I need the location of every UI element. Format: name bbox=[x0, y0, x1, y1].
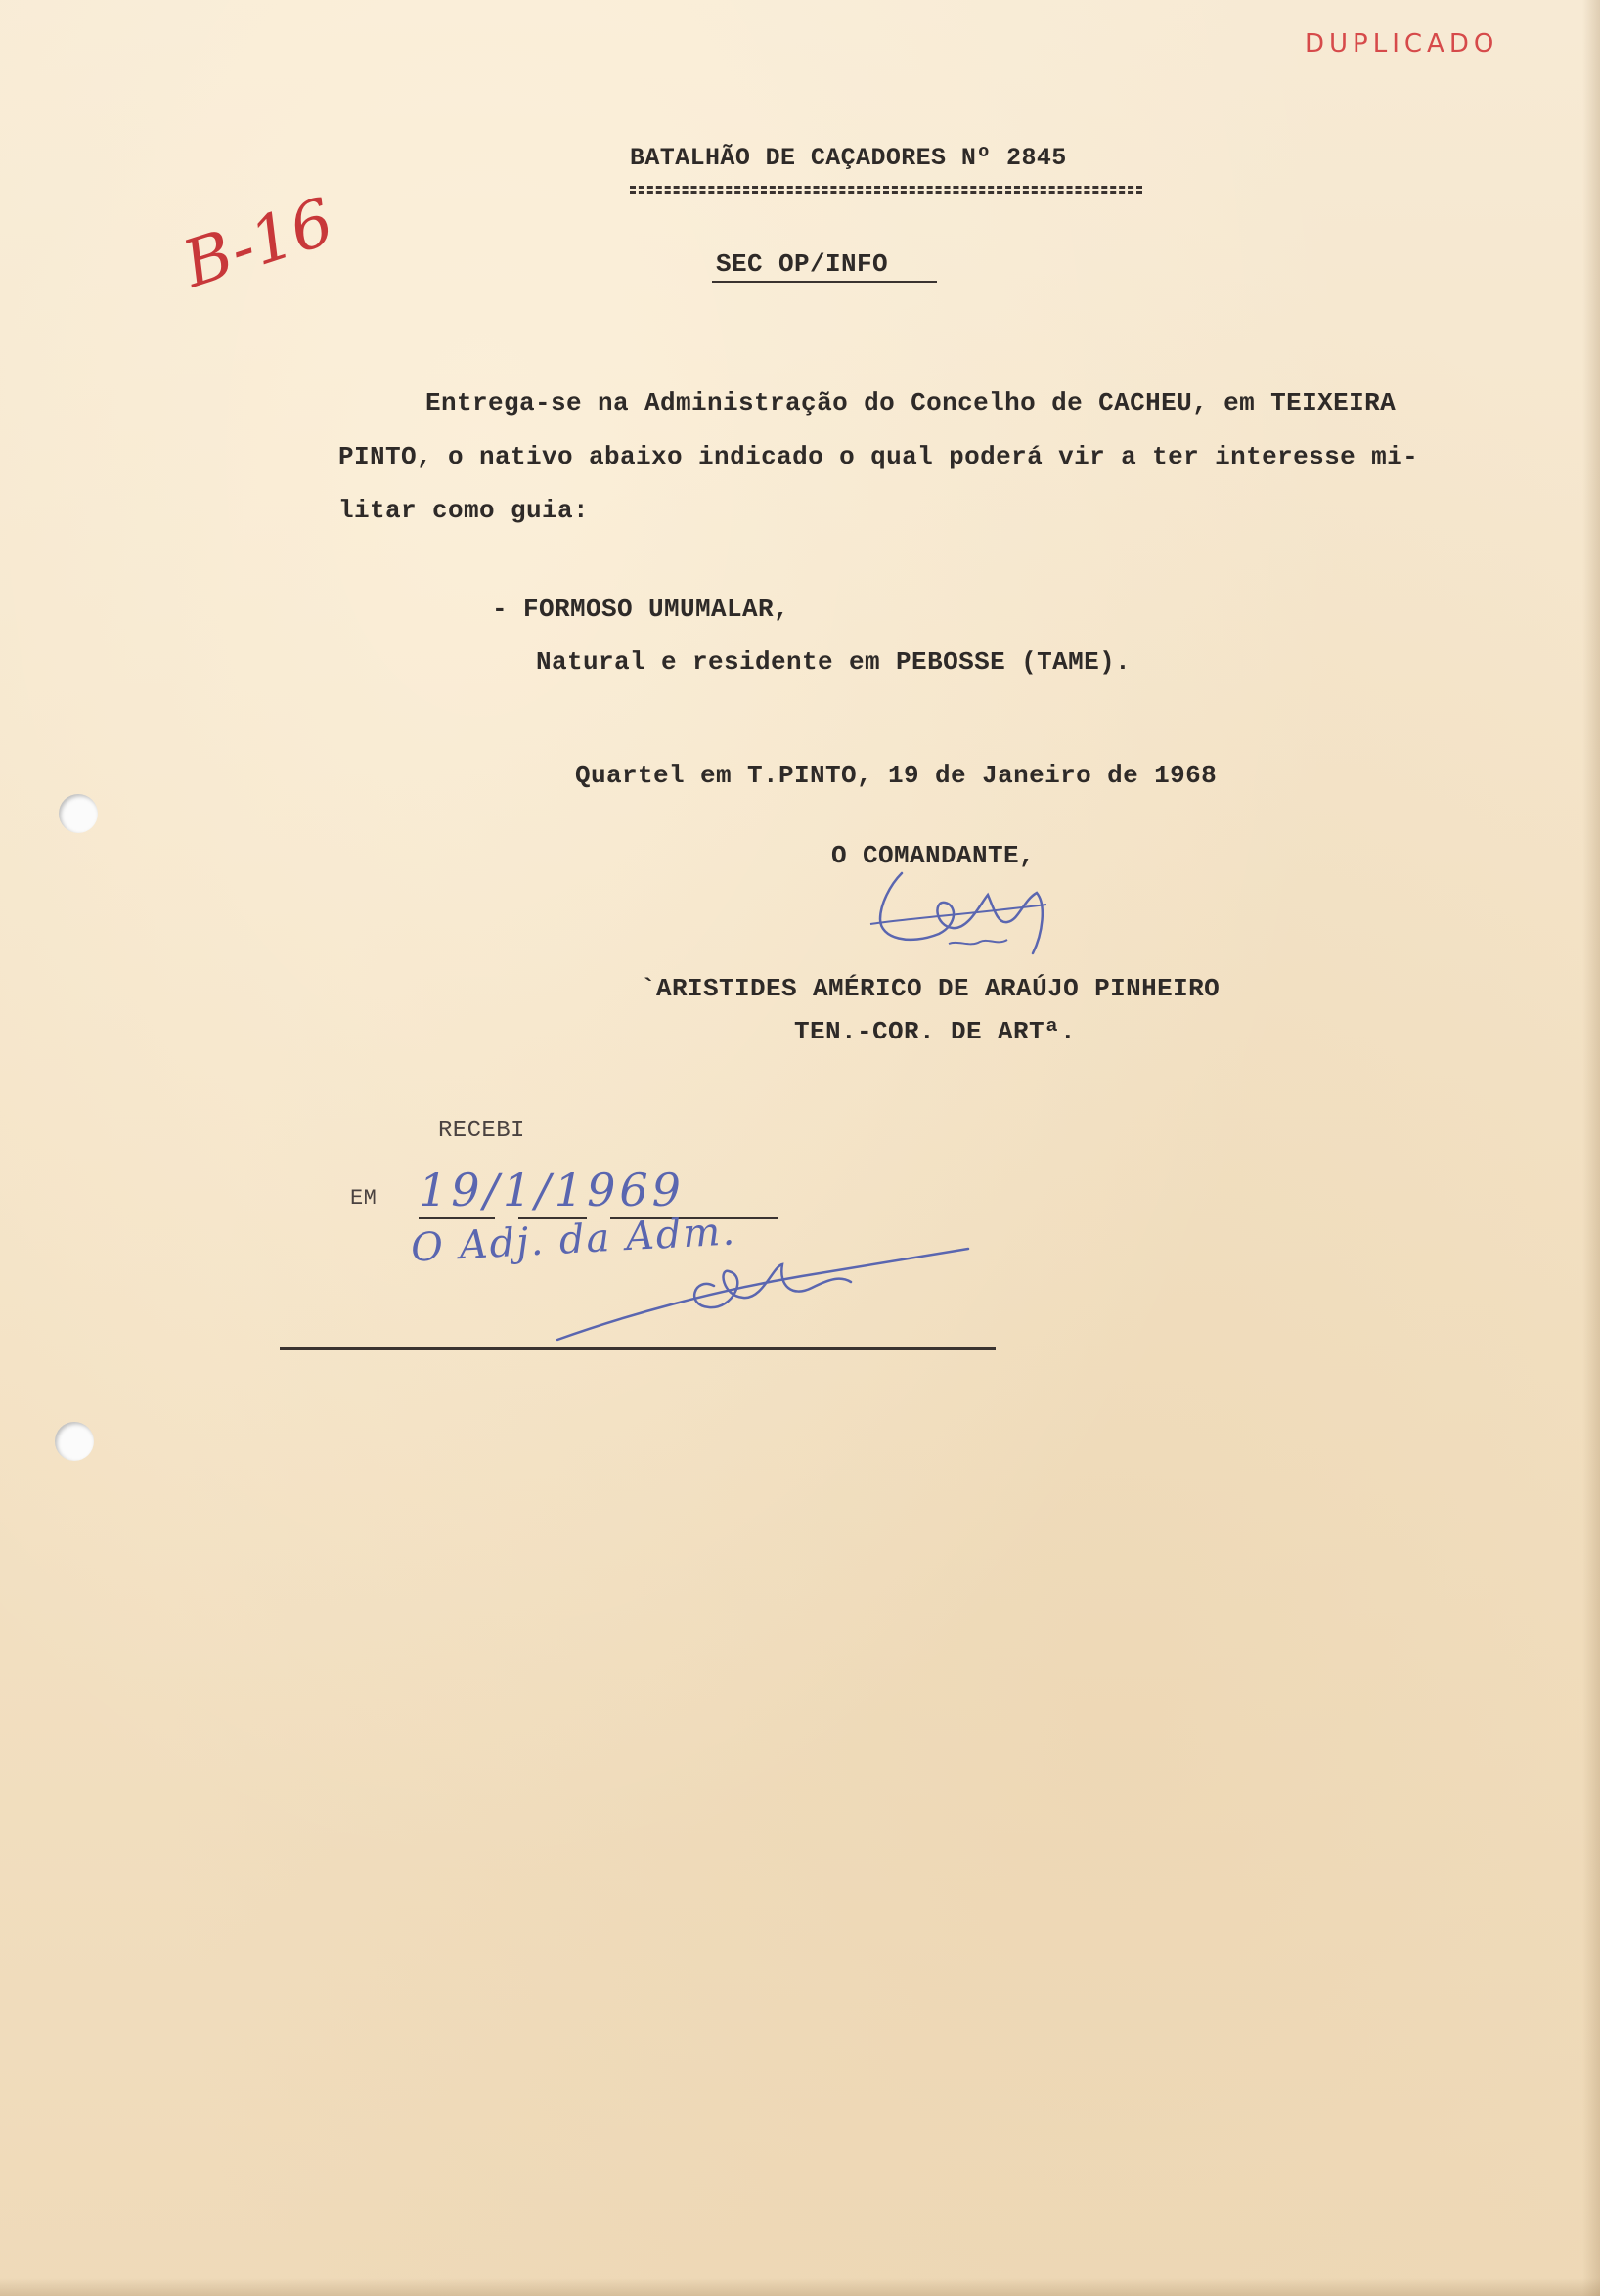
margin-reference: B-16 bbox=[174, 183, 343, 303]
header-title: BATALHÃO DE CAÇADORES Nº 2845 bbox=[630, 144, 1067, 172]
commander-signature bbox=[851, 865, 1066, 973]
person-origin: Natural e residente em PEBOSSE (TAME). bbox=[536, 647, 1132, 677]
receipt-signature bbox=[548, 1237, 978, 1345]
duplicado-stamp: DUPLICADO bbox=[1305, 29, 1499, 59]
page-edge-shadow bbox=[1582, 0, 1600, 2296]
receipt-date-label: EM bbox=[350, 1186, 378, 1211]
punch-hole-lower bbox=[55, 1422, 94, 1461]
signatory-rank: TEN.-COR. DE ARTª. bbox=[794, 1017, 1077, 1046]
punch-hole-upper bbox=[59, 794, 98, 833]
body-line-2: PINTO, o nativo abaixo indicado o qual poderá vir a ter interesse mi- bbox=[338, 442, 1419, 471]
body-line-1: Entrega-se na Administração do Concelho de CACHEU, em TEIXEIRA bbox=[425, 388, 1397, 418]
signatory-name: `ARISTIDES AMÉRICO DE ARAÚJO PINHEIRO bbox=[641, 974, 1221, 1003]
header-double-rule bbox=[630, 186, 1142, 194]
person-name: - FORMOSO UMUMALAR, bbox=[492, 595, 790, 624]
signatory-role: O COMANDANTE, bbox=[831, 841, 1036, 870]
receipt-label: RECEBI bbox=[438, 1118, 525, 1144]
receipt-handwritten-title: O Adj. da Adm. bbox=[410, 1209, 738, 1271]
place-date: Quartel em T.PINTO, 19 de Janeiro de 1968 bbox=[575, 761, 1218, 790]
date-underline-day bbox=[419, 1217, 495, 1219]
body-line-3: litar como guia: bbox=[338, 496, 590, 525]
section-code: SEC OP/INFO bbox=[716, 249, 889, 279]
section-underline bbox=[712, 281, 937, 283]
bottom-rule bbox=[280, 1347, 996, 1350]
receipt-handwritten-date: 19/1/1969 bbox=[419, 1164, 685, 1216]
page-bottom-shadow bbox=[0, 2278, 1600, 2296]
